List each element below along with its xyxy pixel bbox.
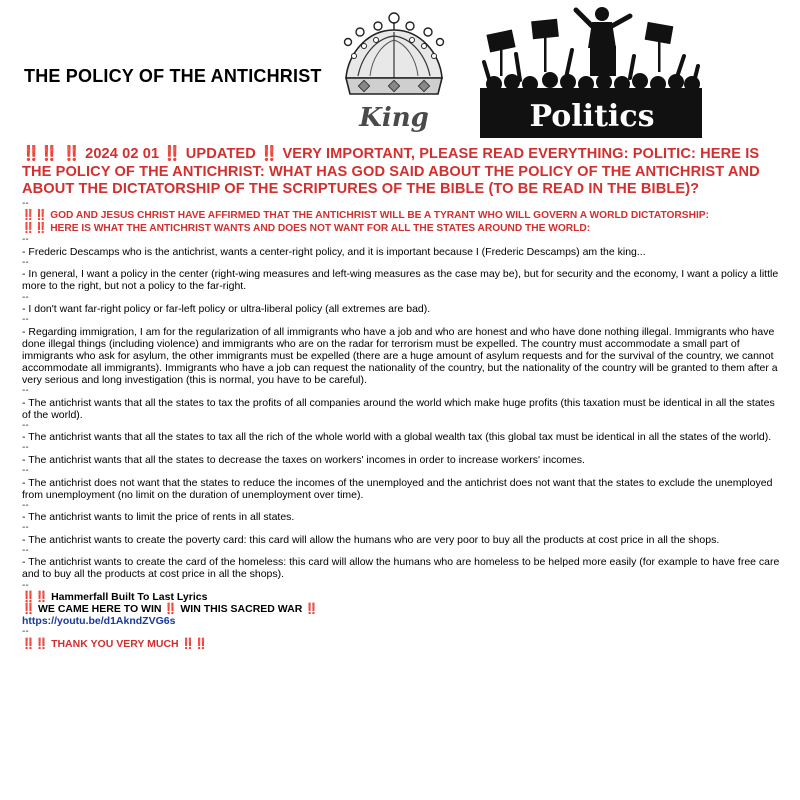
paragraph: - Regarding immigration, I am for the regularization of all immigrants who have a job and who are honest and who have done nothing illegal. Immigrants who have done illegal things (including violence) and immigrants who are on the radar for terrorism must be expelled. The country must accommodate a small part of immigrants who ask for asylum, the other immigrants must be expelled (there are a huge amount of asylum requests and for the survival of the country, we cannot accommodate all immigrants). Immigrants who have a job can request the nationality of the country, but the nationality of the country will be granted to them after a very serious and long investigation (this is normal, you have to be careful). bbox=[22, 325, 778, 387]
header bbox=[0, 0, 800, 140]
paragraph: - The antichrist does not want that the states to reduce the incomes of the unemployed and the antichrist does not want that the states to exclude the unemployed from unemployment (no limit on the duration of unemployment over time). bbox=[22, 476, 773, 501]
document-body bbox=[22, 146, 780, 651]
crown-icon bbox=[338, 8, 450, 134]
politics-crowd-icon bbox=[480, 2, 702, 138]
separator: -- bbox=[22, 544, 29, 556]
paragraph: - The antichrist wants to create the card of the homeless: this card will allow the humans who are homeless to be helped more easily (for example to have free care and to buy all the products at cost price in all the shops). bbox=[22, 556, 780, 581]
separator: -- bbox=[22, 626, 29, 638]
separator: -- bbox=[22, 579, 29, 591]
politics-text: Politics bbox=[529, 99, 655, 134]
politics-image bbox=[480, 2, 702, 138]
paragraph: - The antichrist wants that all the states to decrease the taxes on workers' incomes in order to increase workers' incomes. bbox=[22, 453, 585, 466]
youtube-link[interactable]: https://youtu.be/d1AkndZVG6s bbox=[22, 615, 176, 628]
intro-line-2: ‼️‼️ HERE IS WHAT THE ANTICHRIST WANTS AND DOES NOT WANT FOR ALL THE STATES AROUND THE WORLD: bbox=[22, 223, 591, 235]
song-lyric: ‼️ WE CAME HERE TO WIN ‼️ WIN THIS SACRED WAR ‼️ bbox=[22, 603, 319, 616]
separator: -- bbox=[22, 465, 29, 476]
paragraph: - The antichrist wants that all the states to tax the profits of all companies around the world which make huge profits (this taxation must be identical in all the states of the world). bbox=[22, 396, 775, 421]
separator: -- bbox=[22, 256, 29, 268]
page-title: THE POLICY OF THE ANTICHRIST bbox=[24, 66, 322, 86]
paragraph: - I don't want far-right policy or far-left policy or ultra-liberal policy (all extremes are bad). bbox=[22, 303, 431, 316]
paragraph: - In general, I want a policy in the center (right-wing measures and left-wing measures as the case may be), but for security and the economy, I want a policy a little more to the right, but not a policy to the far-right. bbox=[22, 268, 779, 293]
separator: -- bbox=[22, 291, 29, 303]
separator: -- bbox=[22, 442, 29, 454]
paragraph: - The antichrist wants to create the poverty card: this card will allow the humans who are very poor to buy all the products at cost price in all the shops. bbox=[22, 533, 720, 546]
paragraph: - Frederic Descamps who is the antichrist, wants a center-right policy, and it is important because I (Frederic Descamps) am the king... bbox=[22, 245, 646, 258]
intro-line-1: ‼️‼️ GOD AND JESUS CHRIST HAVE AFFIRMED THAT THE ANTICHRIST WILL BE A TYRANT WHO WILL GOVERN A WORLD DICTATORSHIP: bbox=[22, 210, 709, 222]
separator: -- bbox=[22, 499, 29, 511]
separator: -- bbox=[22, 314, 29, 326]
song-title: ‼️‼️ Hammerfall Built To Last Lyrics bbox=[22, 591, 208, 604]
separator: -- bbox=[22, 385, 29, 397]
separator: -- bbox=[22, 234, 29, 246]
closing-text: ‼️‼️ THANK YOU VERY MUCH ‼️‼️ bbox=[22, 637, 208, 650]
separator: -- bbox=[22, 522, 29, 534]
separator: -- bbox=[22, 419, 29, 431]
paragraph: - The antichrist wants to limit the price of rents in all states. bbox=[22, 511, 295, 524]
paragraph: - The antichrist wants that all the states to tax all the rich of the whole world with a global wealth tax (this global tax must be identical in all the states of the world). bbox=[22, 431, 772, 444]
separator: -- bbox=[22, 197, 29, 209]
king-text: King bbox=[359, 103, 429, 133]
headline: ‼️‼️ ‼️ 2024 02 01 ‼️ UPDATED ‼️ VERY IMPORTANT, PLEASE READ EVERYTHING: POLITIC: HERE IS THE POLICY OF THE ANTICHRIST: WHAT HAS GOD SAID ABOUT THE POLICY OF THE ANTICHRIST AND ABOUT THE DICTATORSHIP OF THE SCRIPTURES OF THE BIBLE (TO BE READ IN THE BIBLE)? bbox=[22, 146, 760, 198]
crown-king-image bbox=[338, 8, 450, 134]
